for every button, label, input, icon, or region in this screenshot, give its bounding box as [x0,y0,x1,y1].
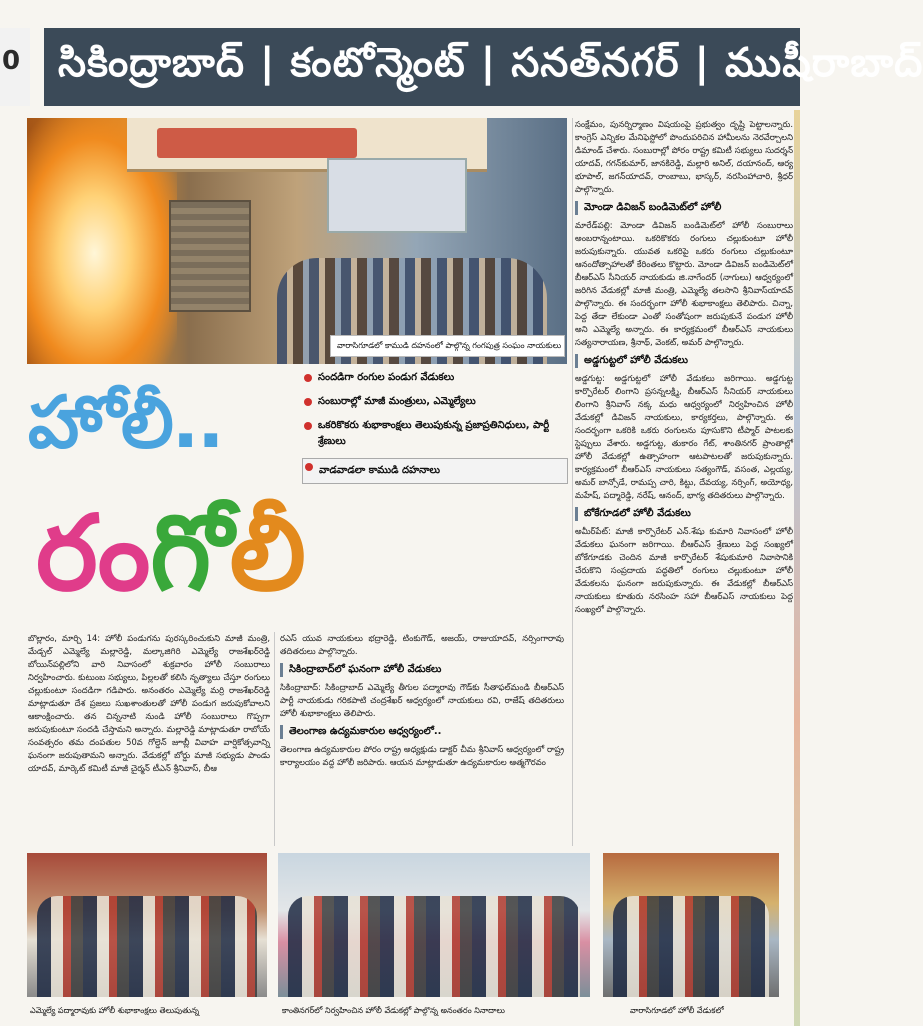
highlight-item: వాడవాడలా కాముడి దహనాలు [302,458,568,484]
column-rule [274,632,275,846]
article-paragraph: రఎస్ యువ నాయకులు భద్రారెడ్డి, టింకుగౌడ్, అజయ్, రాజుయాదవ్, నర్సింగారావు తదితరులు పాల్గొన్నారు. [280,633,564,656]
page-number: 0 [2,46,21,76]
masthead-title: సికింద్రాబాద్ | కంటోన్మెంట్ | సనత్‌నగర్ | ముషీరాబాద్ [58,40,923,86]
bottom-photo-2 [278,853,590,997]
poster-board-visual [327,158,467,233]
article-paragraph: సికింద్రాబాద్: సికింద్రాబాద్ ఎమ్మెల్యే తీగుల పద్మారావు గౌడ్‌కు సీతాఫల్‌మండి బీఆర్‌ఎస్ పార్టీ నాయకుడు గరికపాటి చంద్రశేఖర్ ఆధ్వర్యంలో నాయకులు రవి, రాజేష్ తదితరులు హోలీ శుభాకాంక్షలు తెలిపారు. [280,682,564,718]
lead-photo-caption: వారాసిగూడలో కాముడి దహనంలో పాల్గొన్న గంగపుత్ర సంఘం నాయకులు [330,335,565,357]
group-visual [288,896,580,997]
article-paragraph: మారేడ్‌పల్లి: మోండా డివిజన్ బండిమెట్‌లో హోలీ సంబురాలు అంబరాన్నంటాయి. ఒకరికొకరు రంగులు చల్లుకుంటూ హోలీ జరుపుకున్నారు. యువత ఒకరిపై ఒకరు రంగులు చల్లుకుంటూ ఆనందోత్సాహాలతో కేరింతలు కొట్టారు. మోండా డివిజన్ బండిమెట్‌లో బీఆర్‌ఎస్ సీనియర్ నాయకుడు జి.నాగేందర్ (నాగులు) ఆధ్వర్యంలో జరిగిన వేడుకల్లో మాజీ మంత్రి, ఎమ్మెల్యే తలసాని శ్రీనివాస్‌యాదవ్ పాల్గొన్నారు. ఈ సందర్భంగా హోలీ శుభాకాంక్షలు తెలిపారు. చిన్నా, పెద్ద తేడా లేకుండా ఎంతో సంతోషంగా జరుపుకునే పండుగ హోలీ అని ఎమ్మెల్యే అన్నారు. ఈ కార్యక్రమంలో బీఆర్‌ఎస్ నాయకులు సత్యనారాయణ, శ్రీనాథ్, వెంకట్, అమర్ పాల్గొన్నారు. [575,220,793,347]
column-rule [572,118,573,846]
second-article-column [280,632,564,846]
headline-holi: హోలీ.. [28,380,223,464]
article-subheading: అడ్డగుట్టలో హోలీ వేడుకలు [575,354,793,368]
bottom-photo-caption: ఎమ్మెల్యే పద్మారావుకు హోలీ శుభాకాంక్షలు తెలుపుతున్న [30,1006,200,1015]
right-column-article [575,118,793,848]
lead-article-column [28,632,270,846]
article-subheading: తెలంగాణ ఉద్యమకారుల ఆధ్వర్యంలో.. [280,725,564,739]
group-visual [613,896,769,997]
group-visual [37,896,257,997]
article-paragraph: అడ్డగుట్ట: అడ్డగుట్టలో హోలీ వేడుకలు జరిగాయి. అడ్డగుట్ట కార్పొరేటర్ లింగాని ప్రసన్నలక్ష్మి, బీఆర్‌ఎస్ సీనియర్ నాయకులు లింగాని శ్రీనివాస్ నక్క మధు ఆధ్వర్యంలో నిర్వహించిన హోలీ వేడుకల్లో డివిజన్ నాయకులు, కార్యకర్తలు, పాల్గొన్నారు. ఈ సందర్భంగా ఒకరికి ఒకరు రంగులను పూసుకొని టీప్మార్ పాటలకు స్టెప్పులు వేశారు. అడ్డగుట్ట, తుకారం గేట్, శాంతినగర్ ప్రాంతాల్లో హోలీ వేడుకల్లో ఉత్సాహంగా ఆటపాటలతో జరుపుకున్నారు. కార్యక్రమంలో బీఆర్‌ఎస్ నాయకులు సత్యంగౌడ్, వసంత, ఎల్లయ్య, అమర్ బాన్సోడే, రామప్ప చారి, కిట్టు, దేవయ్య, నర్సింగ్, అయోధ్య, మహేష్, పద్మారెడ్డి, నరేష్, ఆనంద్, భాగ్య తదితరులు పాల్గొన్నారు. [575,373,793,500]
headline-rangoli-part-3: లీ [229,492,306,614]
article-paragraph: అమీర్‌పేట్: మాజీ కార్పొరేటర్ ఎన్.శేషు కుమారి నివాసంలో హోలీ వేడుకలు ఘనంగా జరిగాయి. బీఆర్‌ఎస్ శ్రేణులు పెద్ద సంఖ్యలో బోకేగూడకు చెందిన మాజీ కార్పొరేటర్ శేషుకుమారి నివాసానికి చేరుకొని సంప్రదాయ పద్ధతిలో రంగులు చల్లుకుంటూ హోలీ వేడుకలను ఘనంగా జరుపుకున్నారు. ఈ వేడుకల్లో బీఆర్‌ఎస్ నాయకులు కూతురు నరసింహ సహా బీఆర్‌ఎస్ నాయకులు పెద్ద సంఖ్యలో పాల్గొన్నారు. [575,526,793,614]
adjacent-page-edge [794,110,800,1026]
article-paragraph: బొల్లారం, మార్చి 14: హోలీ పండుగను పురస్కరించుకుని మాజీ మంత్రి, మేడ్చల్ ఎమ్మెల్యే మల్లారెడ్డి, మల్కాజిగిరి ఎమ్మెల్యే రాజశేఖర్‌రెడ్డి బోయిన్‌పల్లిలోని వారి నివాసంలో శుక్రవారం హోలీ సంబురాలు నిర్వహించారు. కుటుంబ సభ్యులు, పిల్లలతో కలిసి నృత్యాలు చేస్తూ రంగులు చల్లుకుంటూ సందడిగా గడిపారు. అనంతరం ఎమ్మెల్యే మర్రి రాజశేఖర్‌రెడ్డి మాట్లాడుతూ దేశ ప్రజలు సుఖశాంతులతో హోలీ పండుగ జరుపుకోవాలని ఆకాంక్షించారు. తన చిన్ననాటి నుండి హోలీ సంబురాలు గొప్పగా జరుపుకుంటూ సందడి చేస్తామని అన్నారు. మల్లారెడ్డి మాట్లాడుతూ రాబోయే సంవత్సరం తమ దంపతుల 50వ గోల్డెన్ జూబ్లీ వివాహ వార్షికోత్సవాన్ని ఘనంగా జరుపుతామని అన్నారు. వేడుకల్లో బోర్డు మాజీ సభ్యుడు పాండు యాదవ్, మార్కెట్ కమిటీ మాజీ చైర్మన్ టీఎన్ శ్రీనివాస్, బీఆ [28,633,270,773]
highlight-item: సందడిగా రంగుల పండుగ వేడుకలు [302,370,568,386]
highlight-item: సంబురాల్లో మాజీ మంత్రులు, ఎమ్మెల్యేలు [302,394,568,410]
article-paragraph: తెలంగాణ ఉద్యమకారుల పోరం రాష్ట్ర అధ్యక్షుడు డాక్టర్ చీమ శ్రీనివాస్ ఆధ్వర్యంలో రాష్ట్ర కార్యాలయం వద్ద హోలీ జరిపారు. ఆయన మాట్లాడుతూ ఉద్యమకారుల ఆత్మగౌరవం [280,744,564,767]
bottom-photo-3 [603,853,779,997]
bottom-photo-1 [27,853,267,997]
headline-rangoli-part-1: రం [36,492,151,614]
bottom-photo-caption: వారాసిగూడలో హోలీ వేడుకలో [630,1006,724,1015]
article-paragraph: సంక్షేమం, పునర్నిర్మాణం విషయంపై ప్రభుత్వం దృష్టి పెట్టాలన్నారు. కాంగ్రెస్ ఎన్నికల మేనిఫెస్టోలో పొందుపరిచిన హామీలను నెరవేర్చాలని డిమాండ్ చేశారు. సంబురాల్లో పోరం రాష్ట్ర కమిటీ సభ్యులు సుదర్శన్ యాదవ్, గగన్‌కుమార్, జానకిరెడ్డి, మల్లారి అనిల్, దయానంద్, ఆర్య భూపాల్, జగన్‌యాదవ్, రాంబాబు, భాస్కర్, నరసింహాచారి, శ్రీధర్ పాల్గొన్నారు. [575,119,793,194]
headline-rangoli [36,492,576,622]
article-subheading: మోండా డివిజన్ బండిమెట్‌లో హోలీ [575,201,793,215]
highlight-item: ఒకరికొకరు శుభాకాంక్షలు తెలుపుకున్న ప్రజాప్రతినిధులు, పార్టీ శ్రేణులు [302,418,568,450]
article-subheading: సికింద్రాబాద్‌లో ఘనంగా హోలీ వేడుకలు [280,663,564,677]
masthead-banner [44,28,923,106]
headline-rangoli-part-2: గో [150,492,230,614]
highlights-list [302,370,568,492]
lead-photo [27,118,567,364]
bottom-photo-caption: కాంతినగర్‌లో నిర్వహించిన హోలీ వేడుకల్లో పాల్గొన్న అనంతరం నినాదాలు [282,1006,505,1015]
shutter-visual [169,200,251,312]
article-subheading: బోకేగూడలో హోలీ వేడుకలు [575,507,793,521]
